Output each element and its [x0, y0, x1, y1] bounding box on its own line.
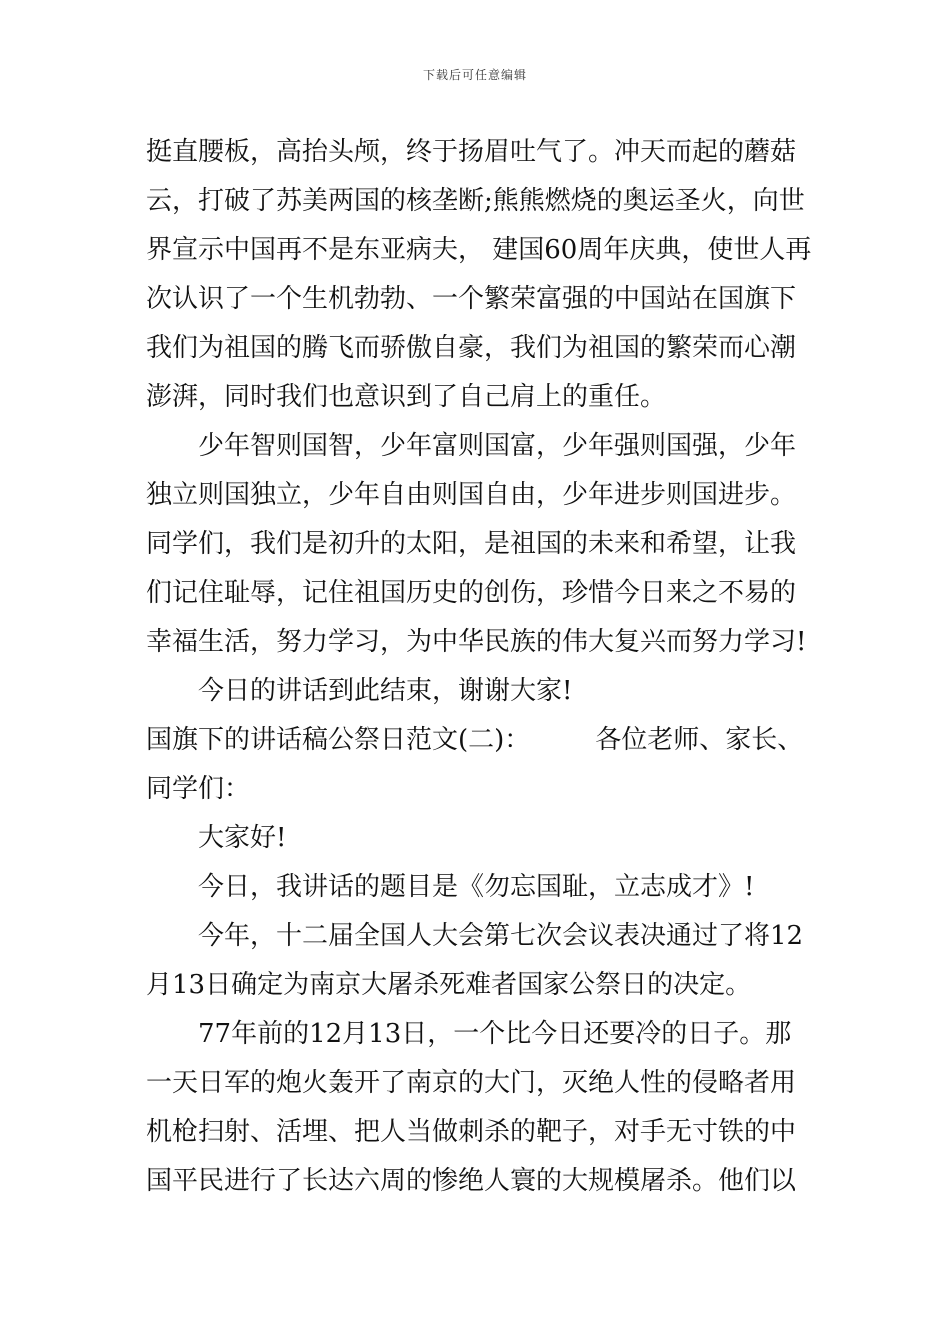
text-line: 机枪扫射、活埋、把人当做刺杀的靶子，对手无寸铁的中: [146, 1117, 797, 1147]
text-line: 澎湃，同时我们也意识到了自己肩上的重任。: [146, 382, 667, 412]
text-line: 月13日确定为南京大屠杀死难者国家公祭日的决定。: [146, 970, 752, 1000]
text-line: 同学们，我们是初升的太阳，是祖国的未来和希望，让我: [146, 529, 797, 559]
text-line: 今年，十二届全国人大会第七次会议表决通过了将12: [198, 921, 804, 951]
text-line: 次认识了一个生机勃勃、一个繁荣富强的中国站在国旗下: [146, 284, 797, 314]
text-line: 少年智则国智，少年富则国富，少年强则国强，少年: [198, 431, 797, 461]
text-line: 国平民进行了长达六周的惨绝人寰的大规模屠杀。他们以: [146, 1166, 797, 1196]
text-line: 挺直腰板，高抬头颅，终于扬眉吐气了。冲天而起的蘑菇: [146, 137, 797, 167]
text-line: 77年前的12月13日，一个比今日还要冷的日子。那: [198, 1019, 792, 1049]
text-line: 一天日军的炮火轰开了南京的大门，灭绝人性的侵略者用: [146, 1068, 797, 1098]
text-line: 今日的讲话到此结束，谢谢大家!: [198, 676, 573, 706]
text-line: 幸福生活，努力学习，为中华民族的伟大复兴而努力学习!: [146, 627, 807, 657]
text-line: 们记住耻辱，记住祖国历史的创伤，珍惜今日来之不易的: [146, 578, 797, 608]
text-line: 独立则国独立，少年自由则国自由，少年进步则国进步。: [146, 480, 797, 510]
text-line: 大家好!: [198, 823, 287, 853]
text-line: 云，打破了苏美两国的核垄断;熊熊燃烧的奥运圣火，向世: [146, 186, 805, 216]
text-line: 同学们：: [146, 774, 251, 804]
section-heading-line: 国旗下的讲话稿公祭日范文(二)： 各位老师、家长、: [146, 725, 804, 755]
text-line: 今日，我讲话的题目是《勿忘国耻，立志成才》!: [198, 872, 755, 902]
text-line: 我们为祖国的腾飞而骄傲自豪，我们为祖国的繁荣而心潮: [146, 333, 797, 363]
page-header: 下载后可任意编辑: [422, 68, 527, 82]
text-line: 界宣示中国再不是东亚病夫， 建国60周年庆典，使世人再: [146, 235, 812, 265]
document-body: [146, 128, 811, 1206]
